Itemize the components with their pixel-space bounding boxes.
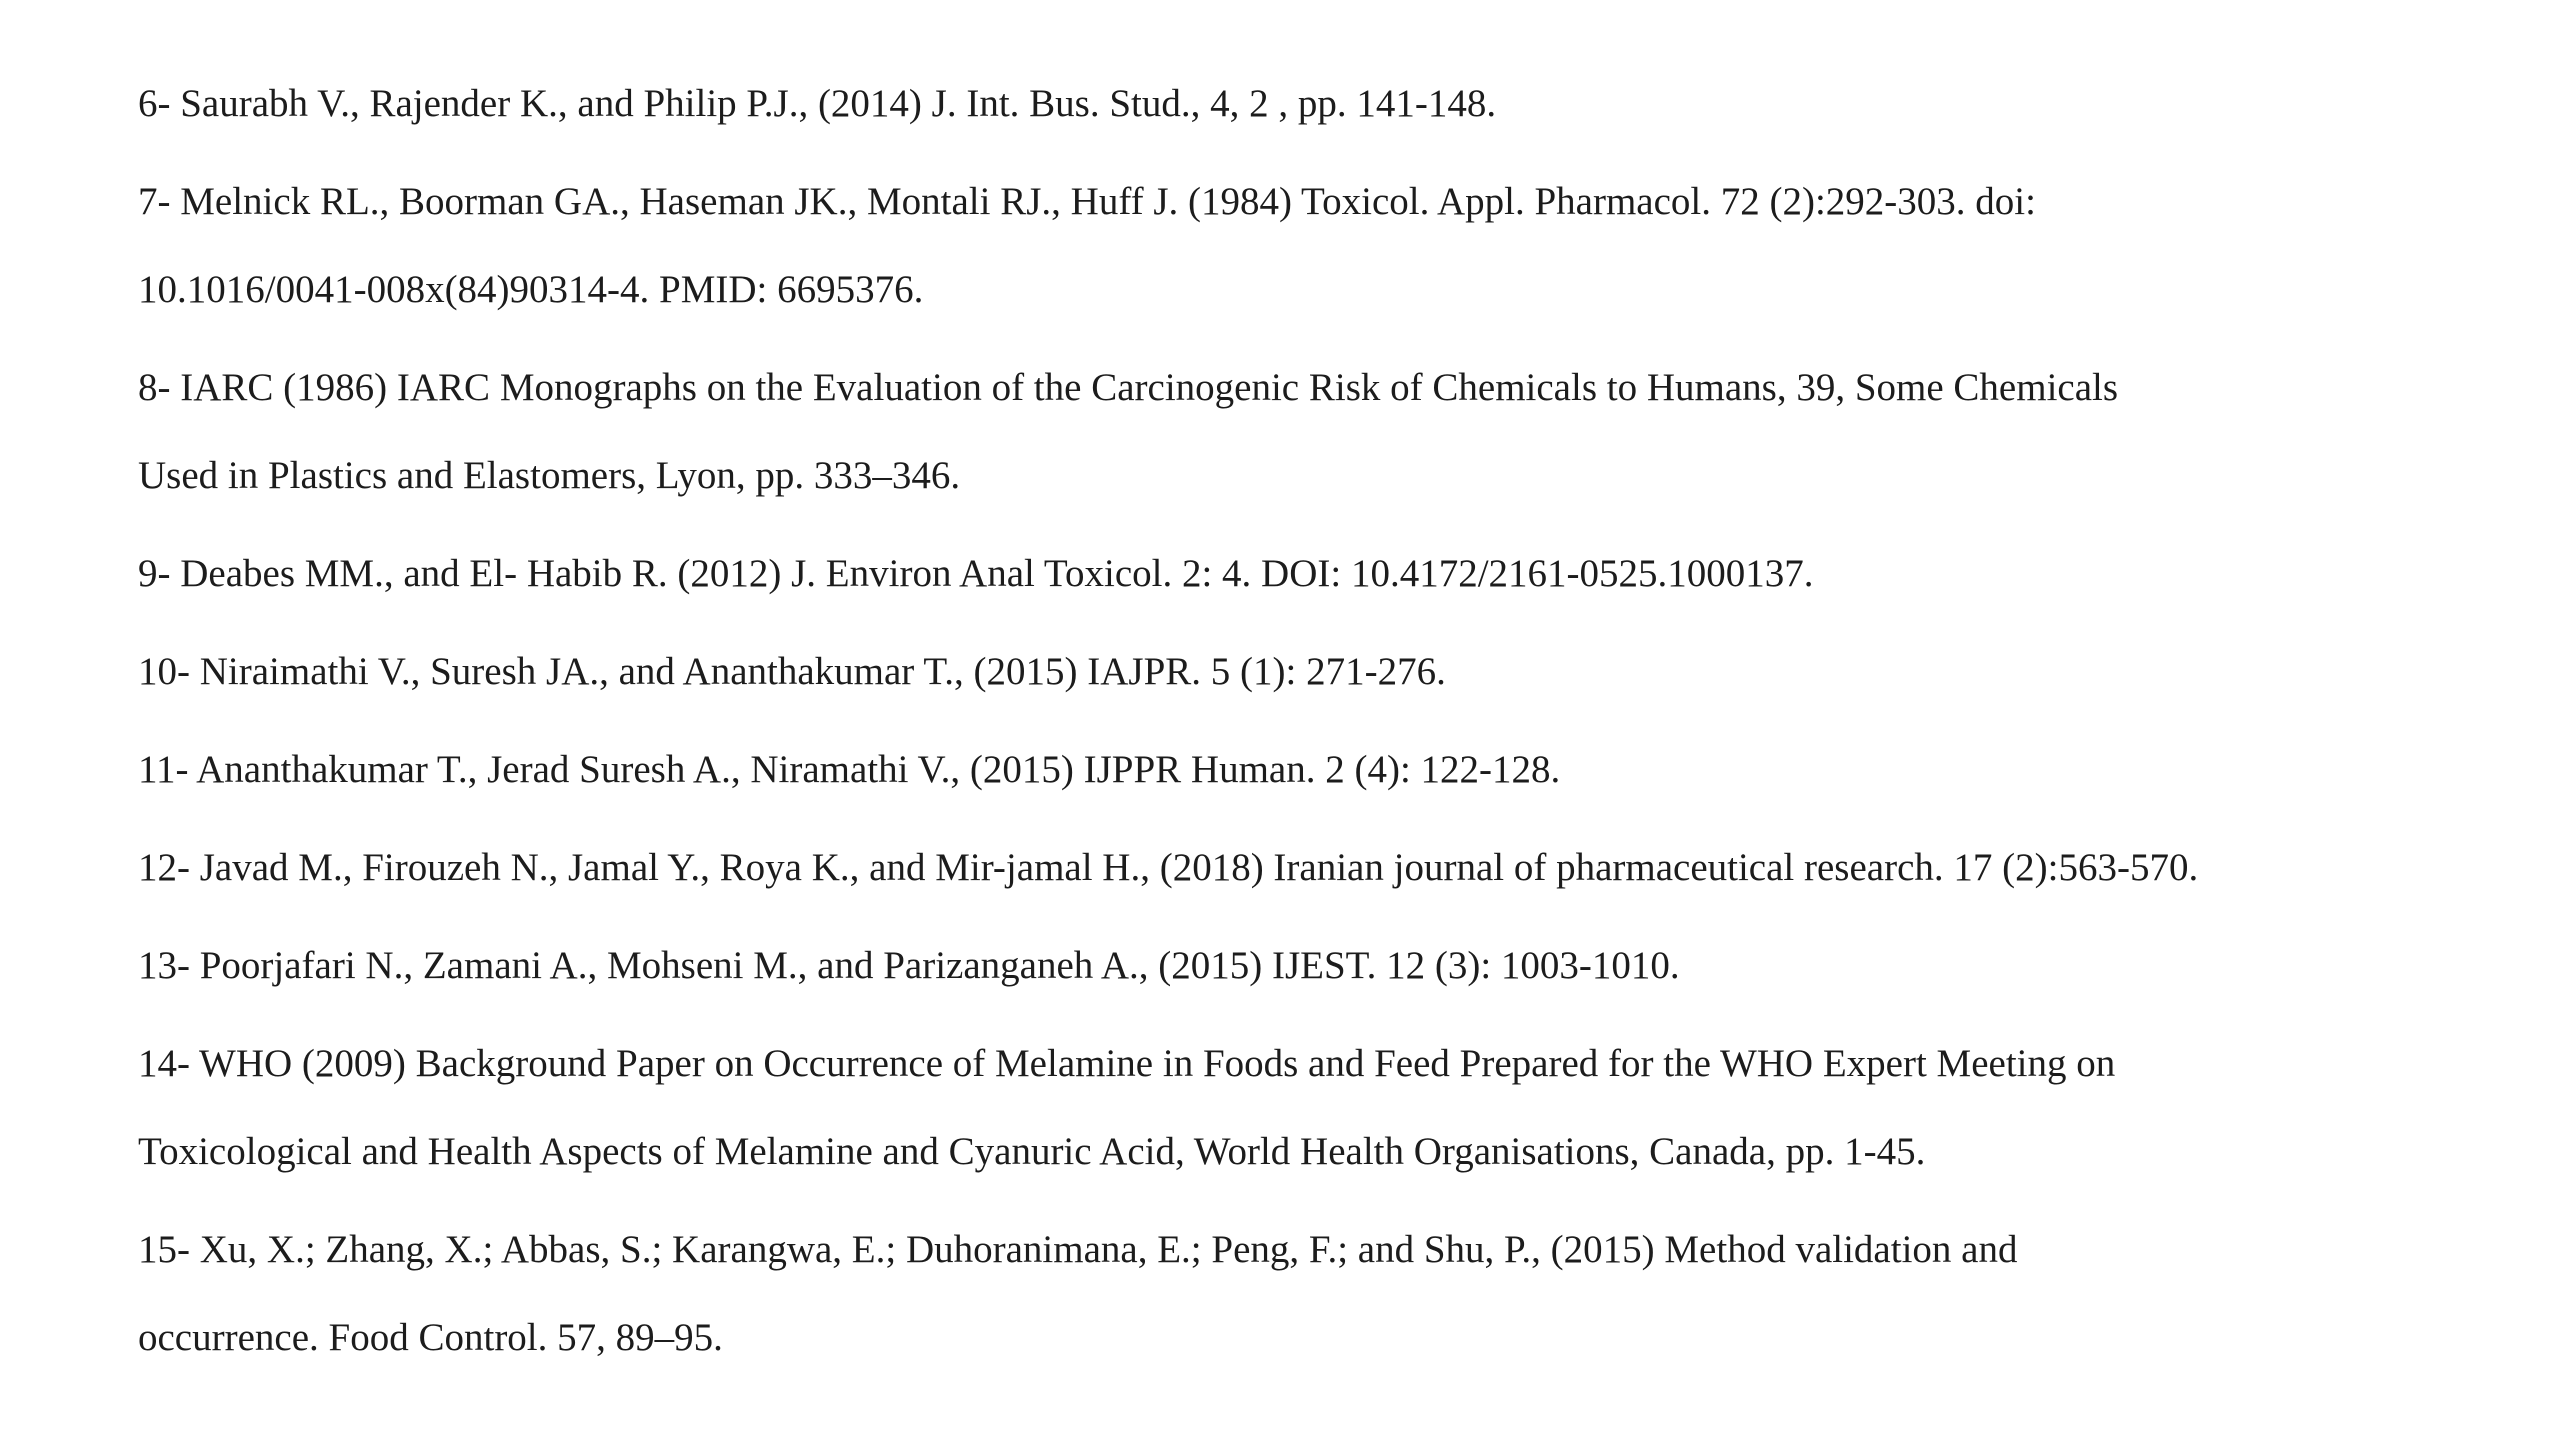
reference-line: 6- Saurabh V., Rajender K., and Philip P.J., (2014) J. Int. Bus. Stud., 4, 2 , pp. 141-148. bbox=[138, 82, 1497, 125]
reference-line: 11- Ananthakumar T., Jerad Suresh A., Niramathi V., (2015) IJPPR Human. 2 (4): 122-128. bbox=[138, 748, 1561, 791]
reference-line: 7- Melnick RL., Boorman GA., Haseman JK., Montali RJ., Huff J. (1984) Toxicol. Appl. Pharmacol. 72 (2):292-303. doi: bbox=[138, 180, 2036, 223]
reference-10 bbox=[138, 628, 2538, 716]
reference-11 bbox=[138, 726, 2538, 814]
reference-line: 13- Poorjafari N., Zamani A., Mohseni M., and Parizanganeh A., (2015) IJEST. 12 (3): 1003-1010. bbox=[138, 944, 1680, 987]
reference-line: Used in Plastics and Elastomers, Lyon, pp. 333–346. bbox=[138, 454, 961, 497]
reference-13 bbox=[138, 922, 2538, 1010]
reference-line: 10- Niraimathi V., Suresh JA., and Ananthakumar T., (2015) IAJPR. 5 (1): 271-276. bbox=[138, 650, 1446, 693]
reference-7 bbox=[138, 158, 2538, 334]
reference-line: 12- Javad M., Firouzeh N., Jamal Y., Roya K., and Mir-jamal H., (2018) Iranian journal of pharmaceutical research. 17 (2):563-570. bbox=[138, 846, 2199, 889]
reference-line: 8- IARC (1986) IARC Monographs on the Evaluation of the Carcinogenic Risk of Chemicals to Humans, 39, Some Chemicals bbox=[138, 366, 2119, 409]
reference-list bbox=[138, 60, 2538, 1392]
reference-line: occurrence. Food Control. 57, 89–95. bbox=[138, 1316, 723, 1359]
reference-8 bbox=[138, 344, 2538, 520]
reference-6 bbox=[138, 60, 2538, 148]
reference-line: 9- Deabes MM., and El- Habib R. (2012) J. Environ Anal Toxicol. 2: 4. DOI: 10.4172/2161-0525.1000137. bbox=[138, 552, 1814, 595]
reference-9 bbox=[138, 530, 2538, 618]
reference-14 bbox=[138, 1020, 2538, 1196]
reference-line: 10.1016/0041-008x(84)90314-4. PMID: 6695376. bbox=[138, 268, 924, 311]
reference-line: 15- Xu, X.; Zhang, X.; Abbas, S.; Karangwa, E.; Duhoranimana, E.; Peng, F.; and Shu, P., (2015) Method validation and bbox=[138, 1228, 2018, 1271]
reference-line: 14- WHO (2009) Background Paper on Occurrence of Melamine in Foods and Feed Prepared for the WHO Expert Meeting on bbox=[138, 1042, 2116, 1085]
reference-15 bbox=[138, 1206, 2538, 1382]
reference-12 bbox=[138, 824, 2538, 912]
reference-line: Toxicological and Health Aspects of Melamine and Cyanuric Acid, World Health Organisations, Canada, pp. 1-45. bbox=[138, 1130, 1926, 1173]
